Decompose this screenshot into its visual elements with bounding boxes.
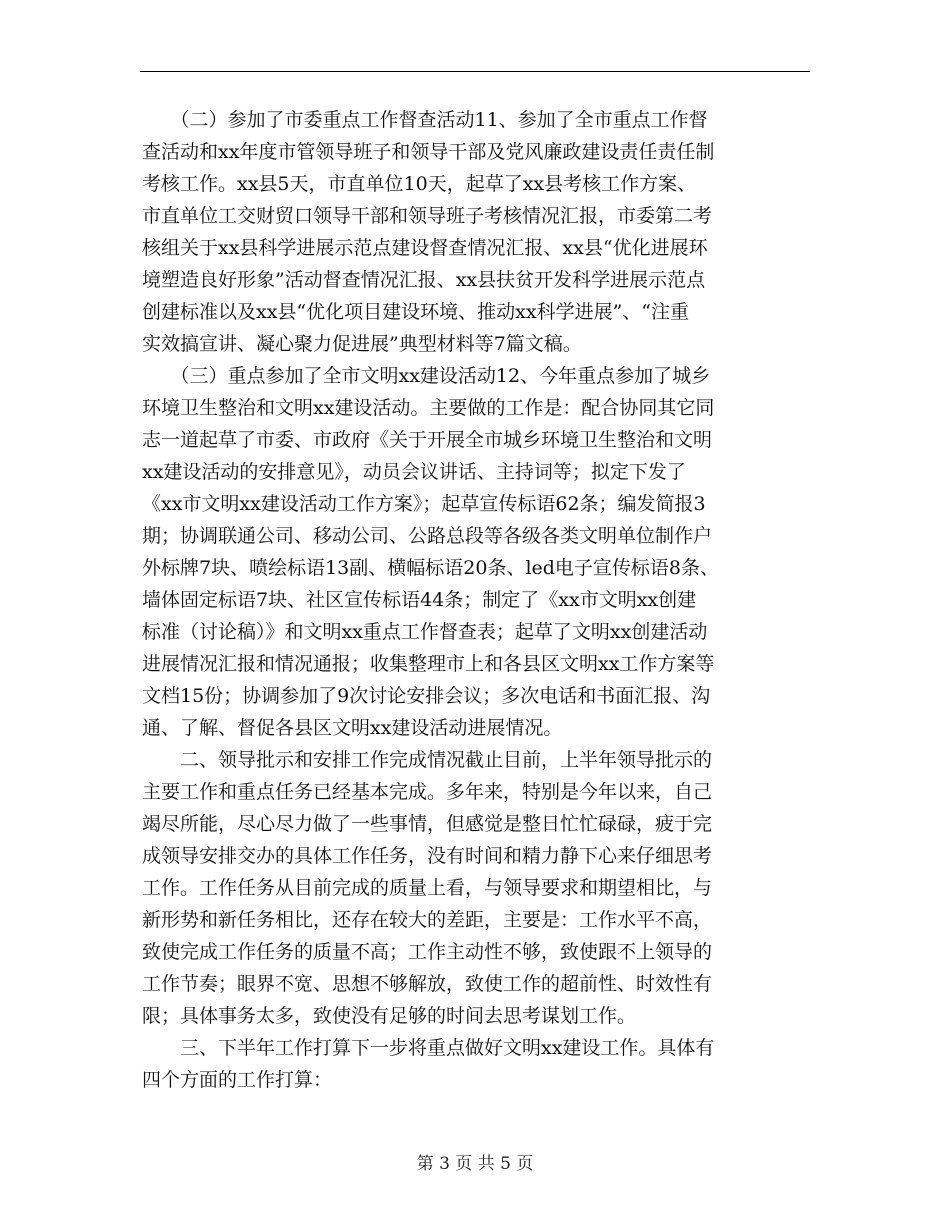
text-line: 主要工作和重点任务已经基本完成。多年来，特别是今年以来，自己	[142, 781, 713, 803]
page-number: 第 3 页 共 5 页	[416, 1154, 534, 1174]
text-line: 工作。工作任务从目前完成的质量上看，与领导要求和期望相比，与	[142, 877, 713, 899]
text-line: 四个方面的工作打算：	[142, 1069, 333, 1091]
text-line: （三）重点参加了全市文明xx建设活动12、今年重点参加了城乡	[142, 365, 711, 387]
text-line: （二）参加了市委重点工作督查活动11、参加了全市重点工作督	[142, 109, 708, 131]
text-line: 查活动和xx年度市管领导班子和领导干部及党风廉政建设责任责任制	[142, 141, 715, 163]
text-line: 通、了解、督促各县区文明xx建设活动进展情况。	[142, 717, 563, 739]
text-line: 实效搞宣讲、凝心聚力促进展”典型材料等7篇文稿。	[142, 333, 582, 355]
text-line: xx建设活动的安排意见》，动员会议讲话、主持词等；拟定下发了	[142, 461, 686, 483]
text-line: 考核工作。xx县5天，市直单位10天，起草了xx县考核工作方案、	[142, 173, 697, 195]
text-line: 境塑造良好形象”活动督查情况汇报、xx县扶贫开发科学进展示范点	[142, 269, 706, 291]
text-line: 限；具体事务太多，致使没有足够的时间去思考谋划工作。	[142, 1005, 637, 1027]
text-line: 致使完成工作任务的质量不高；工作主动性不够，致使跟不上领导的	[142, 941, 713, 963]
header-rule	[140, 71, 810, 72]
text-line: 《xx市文明xx建设活动工作方案》；起草宣传标语62条；编发简报3	[142, 493, 706, 515]
text-line: 文档15份；协调参加了9次讨论安排会议；多次电话和书面汇报、沟	[142, 685, 711, 707]
text-line: 市直单位工交财贸口领导干部和领导班子考核情况汇报，市委第二考	[142, 205, 713, 227]
text-line: 竭尽所能，尽心尽力做了一些事情，但感觉是整日忙忙碌碌，疲于完	[142, 813, 713, 835]
text-line: 工作节奏；眼界不宽、思想不够解放，致使工作的超前性、时效性有	[142, 973, 713, 995]
text-line: 进展情况汇报和情况通报；收集整理市上和各县区文明xx工作方案等	[142, 653, 715, 675]
text-line: 标准（讨论稿）》和文明xx重点工作督查表；起草了文明xx创建活动	[142, 621, 708, 643]
text-line: 墙体固定标语7块、社区宣传标语44条；制定了《xx市文明xx创建	[142, 589, 697, 611]
document-body	[142, 104, 810, 1096]
text-line: 二、领导批示和安排工作完成情况截止目前，上半年领导批示的	[142, 749, 713, 771]
text-line: 创建标准以及xx县“优化项目建设环境、推动xx科学进展”、“注重	[142, 301, 690, 323]
text-line: 成领导安排交办的具体工作任务，没有时间和精力静下心来仔细思考	[142, 845, 713, 867]
text-line: 期；协调联通公司、移动公司、公路总段等各级各类文明单位制作户	[142, 525, 713, 547]
text-line: 三、下半年工作打算下一步将重点做好文明xx建设工作。具体有	[142, 1037, 715, 1059]
text-line: 外标牌7块、喷绘标语13副、横幅标语20条、led电子宣传标语8条、	[142, 557, 720, 579]
text-line: 志一道起草了市委、市政府《关于开展全市城乡环境卫生整治和文明	[142, 429, 713, 451]
text-line: 核组关于xx县科学进展示范点建设督查情况汇报、xx县“优化进展环	[142, 237, 708, 259]
text-line: 新形势和新任务相比，还存在较大的差距，主要是：工作水平不高，	[142, 909, 713, 931]
text-line: 环境卫生整治和文明xx建设活动。主要做的工作是：配合协同其它同	[142, 397, 715, 419]
